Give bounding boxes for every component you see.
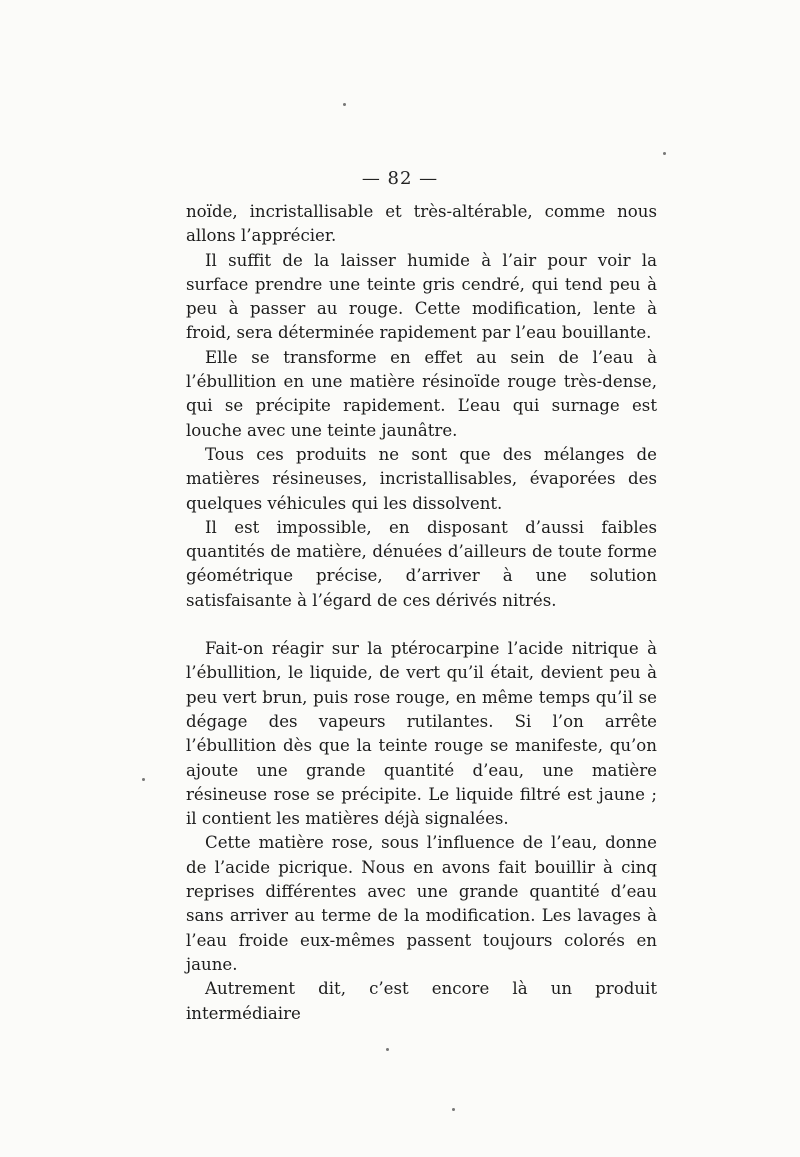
paper-speck [663, 152, 666, 155]
body-text [186, 200, 657, 1026]
section-gap [186, 613, 657, 637]
paper-speck [142, 778, 145, 781]
paragraph: Il est impossible, en disposant d’aussi faibles quantités de matière, dénuées d’ailleurs de toute forme géométrique précise, d’arriver à une solution satisfaisante à l’égard de ces dérivés nitrés. [186, 517, 657, 610]
paragraph: Tous ces produits ne sont que des mélanges de matières résineuses, incristallisables, évaporées des quelques véhicules qui les dissolvent. [186, 444, 657, 513]
paragraph: Elle se transforme en effet au sein de l’eau à l’ébullition en une matière résinoïde rouge très-dense, qui se précipite rapidement. L’eau qui surnage est louche avec une teinte jaunâtre. [186, 347, 657, 440]
paragraph: Il suffit de la laisser humide à l’air pour voir la surface prendre une teinte gris cendré, qui tend peu à peu à passer au rouge. Cette modification, lente à froid, sera déterminée rapidement par l’eau bouillante. [186, 250, 657, 343]
paper-speck [452, 1108, 455, 1111]
paragraph-continuation: noïde, incristallisable et très-altérable, comme nous allons l’apprécier. [186, 202, 657, 246]
paper-speck [343, 103, 346, 106]
paragraph-truncated: Autrement dit, c’est encore là un produit intermédiaire [186, 979, 657, 1023]
paper-speck [386, 1048, 389, 1051]
page-number: — 82 — [361, 168, 439, 189]
paragraph: Fait-on réagir sur la ptérocarpine l’acide nitrique à l’ébullition, le liquide, de vert qu’il était, devient peu à peu vert brun, puis rose rouge, en même temps qu’il se dégage des vapeurs rutilantes. Si l’on arrête l’ébullition dès que la teinte rouge se manifeste, qu’on ajoute une grande quantité d’eau, une matière résineuse rose se précipite. Le liquide filtré est jaune ; il contient les matières déjà signalées. [186, 639, 657, 829]
paragraph: Cette matière rose, sous l’influence de l’eau, donne de l’acide picrique. Nous en avons fait bouillir à cinq reprises différentes avec une grande quantité d’eau sans arriver au terme de la modification. Les lavages à l’eau froide eux-mêmes passent toujours colorés en jaune. [186, 833, 657, 974]
